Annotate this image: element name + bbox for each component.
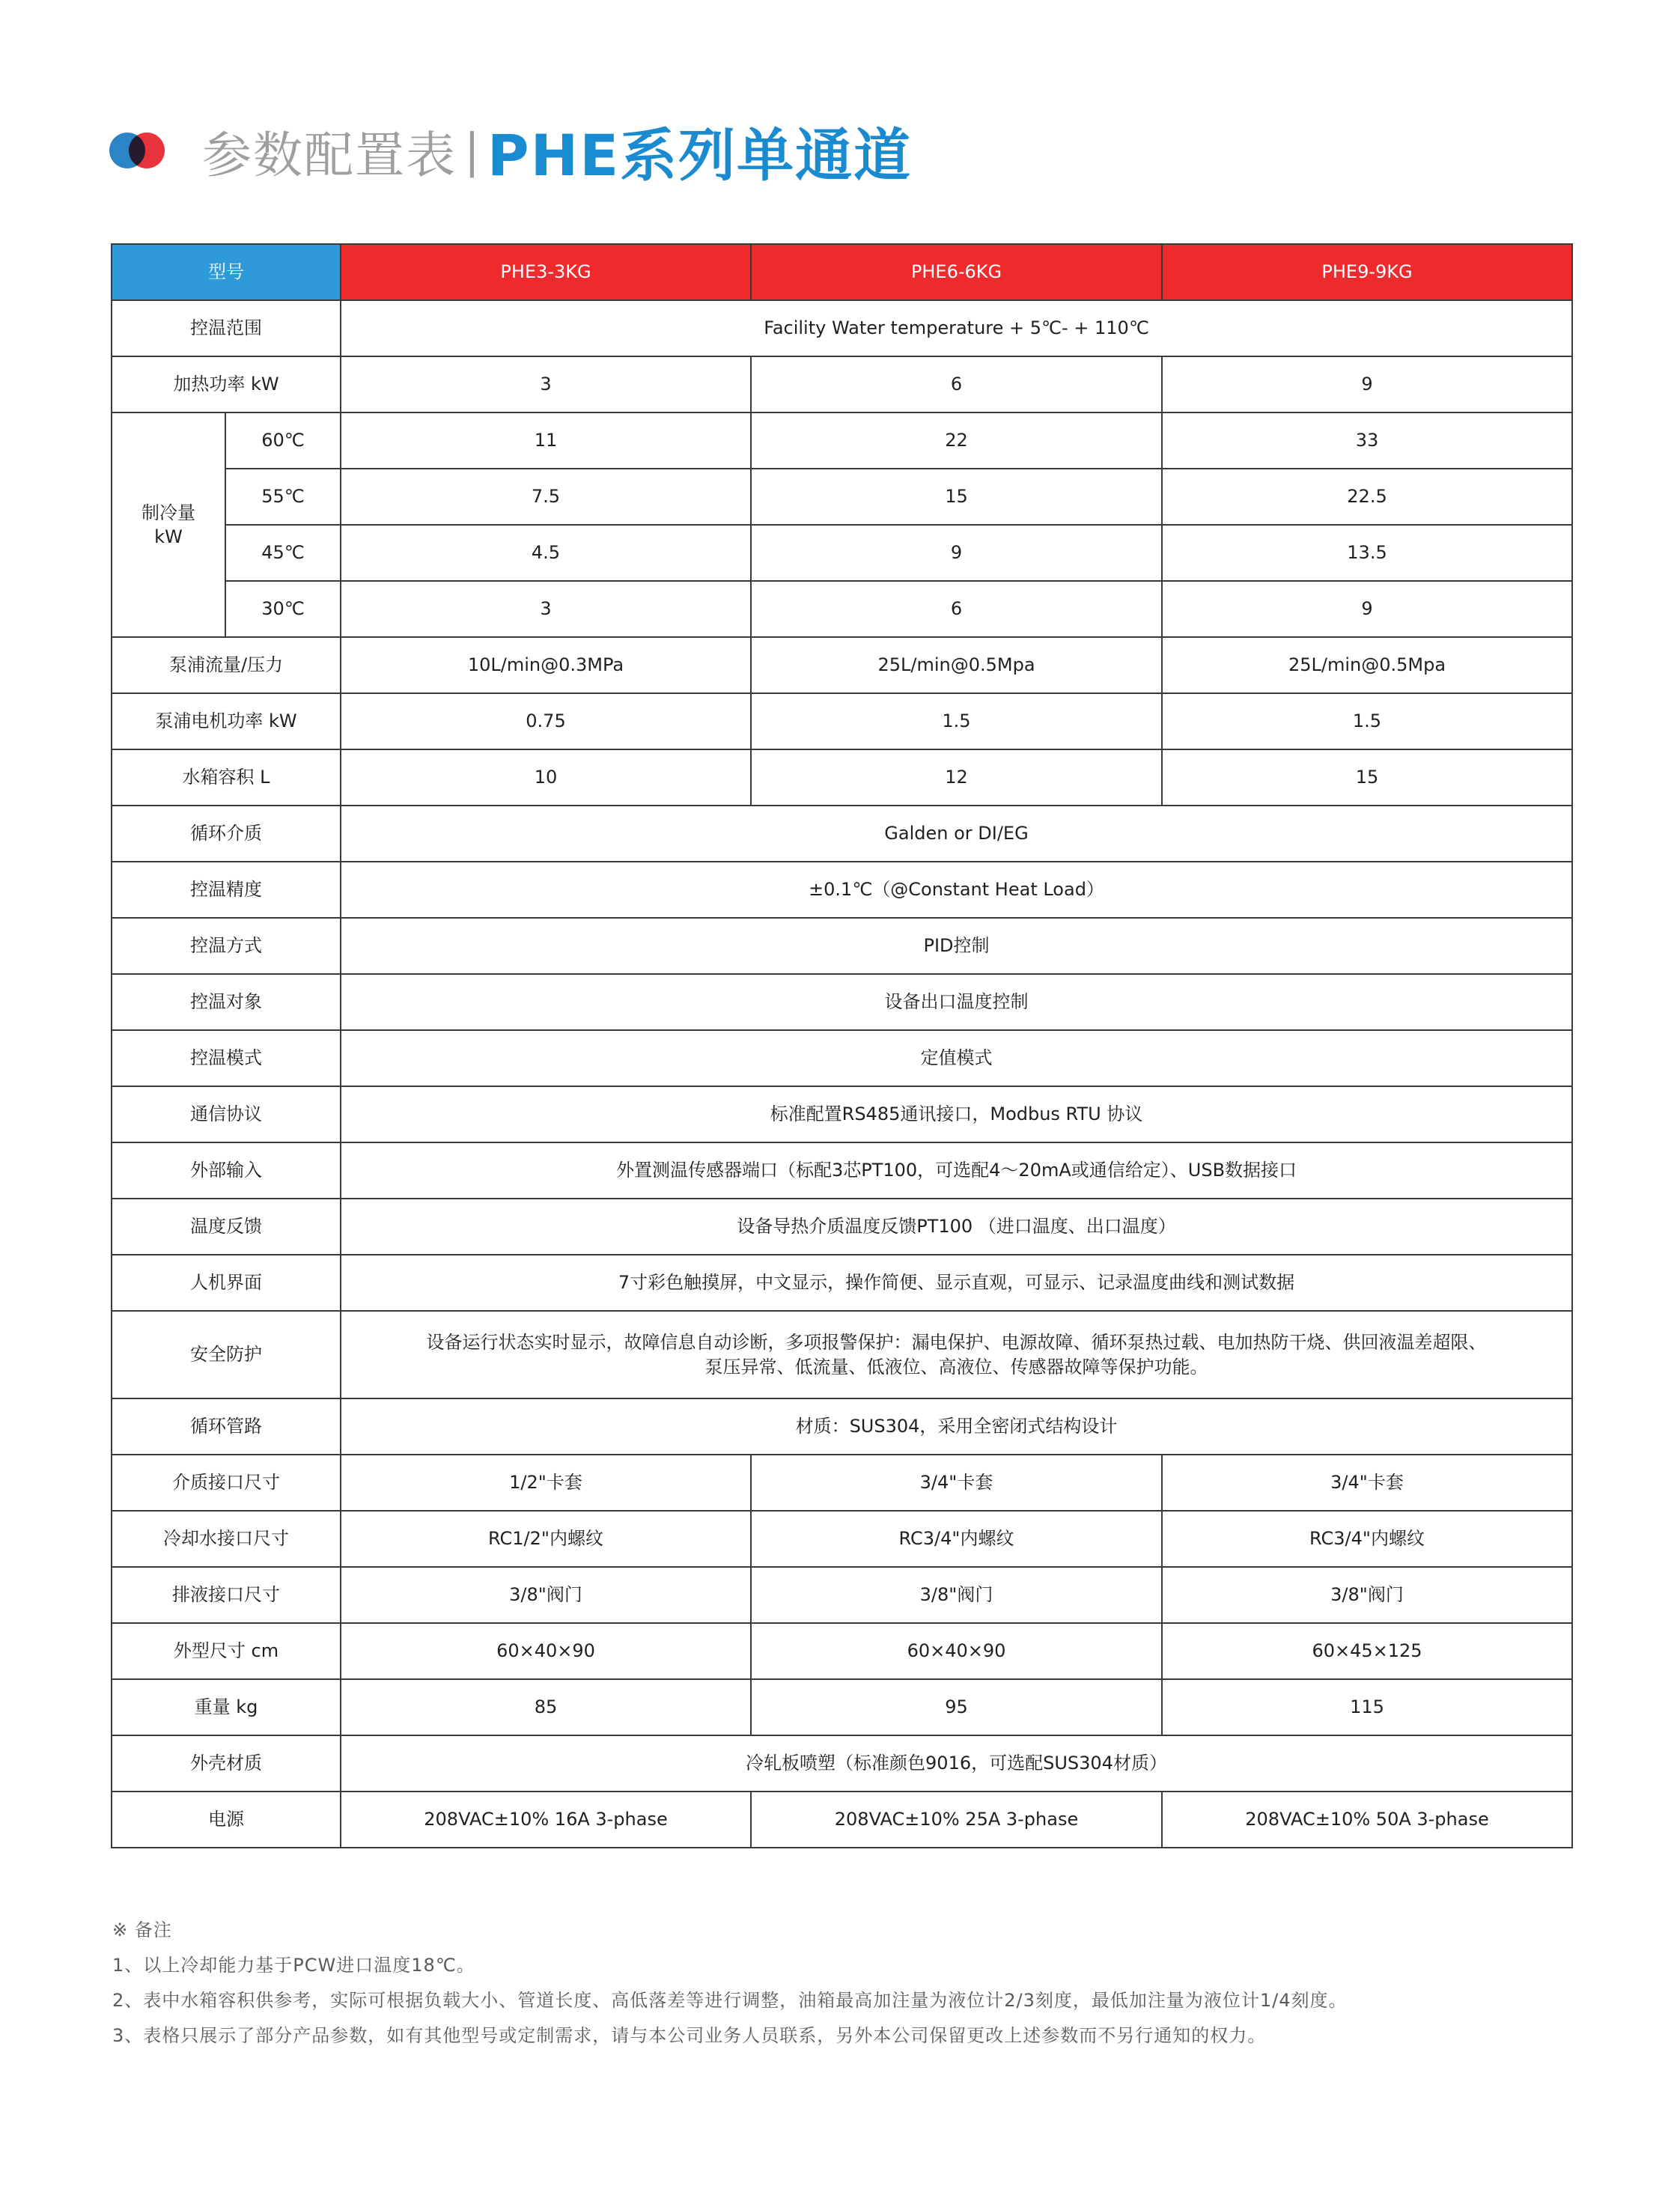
cell-value: 208VAC±10% 25A 3-phase (751, 1792, 1162, 1848)
table-row (112, 1623, 1572, 1679)
row-label: 水箱容积 L (112, 749, 341, 806)
row-value: 标准配置RS485通讯接口，Modbus RTU 协议 (341, 1086, 1572, 1142)
table-row (112, 1199, 1572, 1255)
cell-value: 3/8"阀门 (341, 1567, 751, 1623)
row-label: 控温模式 (112, 1030, 341, 1086)
row-value: 材质：SUS304，采用全密闭式结构设计 (341, 1398, 1572, 1455)
model-phe9: PHE9-9KG (1162, 244, 1572, 300)
row-label: 循环介质 (112, 806, 341, 862)
cooling-label-line2: kW (154, 526, 183, 547)
cell-value: 10L/min@0.3MPa (341, 637, 751, 693)
cell-value: RC3/4"内螺纹 (1162, 1511, 1572, 1567)
safety-line-1: 设备运行状态实时显示，故障信息自动诊断，多项报警保护：漏电保护、电源故障、循环泵热过载、电加热防干烧、供回液温差超限、 (426, 1332, 1487, 1354)
row-value: Facility Water temperature + 5℃- + 110℃ (341, 300, 1572, 356)
row-label: 安全防护 (112, 1311, 341, 1398)
row-label: 人机界面 (112, 1255, 341, 1311)
row-value: 定值模式 (341, 1030, 1572, 1086)
row-label: 排液接口尺寸 (112, 1567, 341, 1623)
note-item: 2、表中水箱容积供参考，实际可根据负载大小、管道长度、高低落差等进行调整，油箱最高加注量为液位计2/3刻度，最低加注量为液位计1/4刻度。 (112, 1990, 1348, 2011)
row-value: ±0.1℃（@Constant Heat Load） (341, 862, 1572, 918)
cell-value: 115 (1162, 1679, 1572, 1735)
table-row (112, 1792, 1572, 1848)
table-row (112, 356, 1572, 413)
row-label: 控温范围 (112, 300, 341, 356)
cell-value: 3 (341, 581, 751, 637)
row-label: 外壳材质 (112, 1735, 341, 1792)
cell-value: 25L/min@0.5Mpa (1162, 637, 1572, 693)
model-phe3: PHE3-3KG (341, 244, 751, 300)
page-header (109, 109, 912, 192)
cooling-temp: 60℃ (225, 413, 341, 469)
row-label: 重量 kg (112, 1679, 341, 1735)
row-label: 外部输入 (112, 1142, 341, 1199)
table-row (112, 581, 1572, 637)
cell-value: 85 (341, 1679, 751, 1735)
table-row (112, 806, 1572, 862)
cell-value: RC3/4"内螺纹 (751, 1511, 1162, 1567)
cell-value: 22 (751, 413, 1162, 469)
row-label: 电源 (112, 1792, 341, 1848)
cell-value: 3/8"阀门 (751, 1567, 1162, 1623)
title-light: 参数配置表 (202, 126, 457, 184)
cell-value: 6 (751, 581, 1162, 637)
table-row (112, 1567, 1572, 1623)
cooling-temp: 55℃ (225, 469, 341, 525)
cell-value: 4.5 (341, 525, 751, 581)
cooling-temp: 45℃ (225, 525, 341, 581)
row-value (341, 1311, 1572, 1398)
table-row (112, 300, 1572, 356)
cell-value: 22.5 (1162, 469, 1572, 525)
cell-value: 13.5 (1162, 525, 1572, 581)
table-row (112, 1030, 1572, 1086)
safety-line-2: 泵压异常、低流量、低液位、高液位、传感器故障等保护功能。 (704, 1356, 1208, 1378)
row-label: 介质接口尺寸 (112, 1455, 341, 1511)
row-label: 控温精度 (112, 862, 341, 918)
row-value: Galden or DI/EG (341, 806, 1572, 862)
cell-value: 1.5 (751, 693, 1162, 749)
cell-value: 11 (341, 413, 751, 469)
table-row (112, 525, 1572, 581)
note-item: 3、表格只展示了部分产品参数，如有其他型号或定制需求，请与本公司业务人员联系，另外本公司保留更改上述参数而不另行通知的权力。 (112, 2025, 1267, 2046)
table-row (112, 637, 1572, 693)
table-row (112, 1086, 1572, 1142)
row-label: 控温对象 (112, 974, 341, 1030)
cell-value: 60×40×90 (751, 1623, 1162, 1679)
table-row (112, 469, 1572, 525)
row-label: 外型尺寸 cm (112, 1623, 341, 1679)
table-row (112, 749, 1572, 806)
cell-value: RC1/2"内螺纹 (341, 1511, 751, 1567)
cell-value: 15 (751, 469, 1162, 525)
notes-title: ※ 备注 (112, 1920, 172, 1940)
cell-value: 9 (751, 525, 1162, 581)
cooling-label (112, 413, 225, 637)
cell-value: 208VAC±10% 16A 3-phase (341, 1792, 751, 1848)
table-row (112, 918, 1572, 974)
spec-table (111, 243, 1573, 1848)
row-label: 温度反馈 (112, 1199, 341, 1255)
cell-value: 9 (1162, 581, 1572, 637)
cooling-temp: 30℃ (225, 581, 341, 637)
cell-value: 33 (1162, 413, 1572, 469)
row-label: 泵浦电机功率 kW (112, 693, 341, 749)
table-row (112, 693, 1572, 749)
row-label: 控温方式 (112, 918, 341, 974)
row-label: 泵浦流量/压力 (112, 637, 341, 693)
cell-value: 208VAC±10% 50A 3-phase (1162, 1792, 1572, 1848)
row-value: 设备出口温度控制 (341, 974, 1572, 1030)
row-label: 加热功率 kW (112, 356, 341, 413)
cell-value: 25L/min@0.5Mpa (751, 637, 1162, 693)
brand-logo-icon (109, 128, 172, 173)
table-row (112, 1398, 1572, 1455)
cell-value: 0.75 (341, 693, 751, 749)
cell-value: 95 (751, 1679, 1162, 1735)
cell-value: 10 (341, 749, 751, 806)
row-value: PID控制 (341, 918, 1572, 974)
row-label: 循环管路 (112, 1398, 341, 1455)
row-value: 设备导热介质温度反馈PT100 （进口温度、出口温度） (341, 1199, 1572, 1255)
table-row (112, 1255, 1572, 1311)
page-title: PHE系列单通道 (487, 121, 913, 189)
cell-value: 3/4"卡套 (751, 1455, 1162, 1511)
table-header-row (112, 244, 1572, 300)
cell-value: 60×45×125 (1162, 1623, 1572, 1679)
cell-value: 7.5 (341, 469, 751, 525)
cell-value: 9 (1162, 356, 1572, 413)
row-label: 冷却水接口尺寸 (112, 1511, 341, 1567)
table-row (112, 1511, 1572, 1567)
model-header: 型号 (112, 244, 341, 300)
cell-value: 60×40×90 (341, 1623, 751, 1679)
table-row (112, 1455, 1572, 1511)
table-row (112, 974, 1572, 1030)
table-row (112, 1679, 1572, 1735)
cooling-label-line1: 制冷量 (141, 502, 195, 523)
cell-value: 15 (1162, 749, 1572, 806)
cell-value: 1/2"卡套 (341, 1455, 751, 1511)
table-row (112, 413, 1572, 469)
note-item: 1、以上冷却能力基于PCW进口温度18℃。 (112, 1955, 475, 1976)
cell-value: 3 (341, 356, 751, 413)
title-separator: | (464, 123, 480, 178)
table-row (112, 1735, 1572, 1792)
table-row (112, 1142, 1572, 1199)
cell-value: 1.5 (1162, 693, 1572, 749)
cell-value: 6 (751, 356, 1162, 413)
cell-value: 3/8"阀门 (1162, 1567, 1572, 1623)
cell-value: 12 (751, 749, 1162, 806)
row-value: 外置测温传感器端口（标配3芯PT100，可选配4～20mA或通信给定）、USB数据接口 (341, 1142, 1572, 1199)
row-value: 冷轧板喷塑（标准颜色9016，可选配SUS304材质） (341, 1735, 1572, 1792)
cell-value: 3/4"卡套 (1162, 1455, 1572, 1511)
model-phe6: PHE6-6KG (751, 244, 1162, 300)
table-row (112, 1311, 1572, 1398)
row-label: 通信协议 (112, 1086, 341, 1142)
row-value: 7寸彩色触摸屏，中文显示，操作简便、显示直观，可显示、记录温度曲线和测试数据 (341, 1255, 1572, 1311)
notes-section (112, 1913, 1348, 2054)
table-row (112, 862, 1572, 918)
